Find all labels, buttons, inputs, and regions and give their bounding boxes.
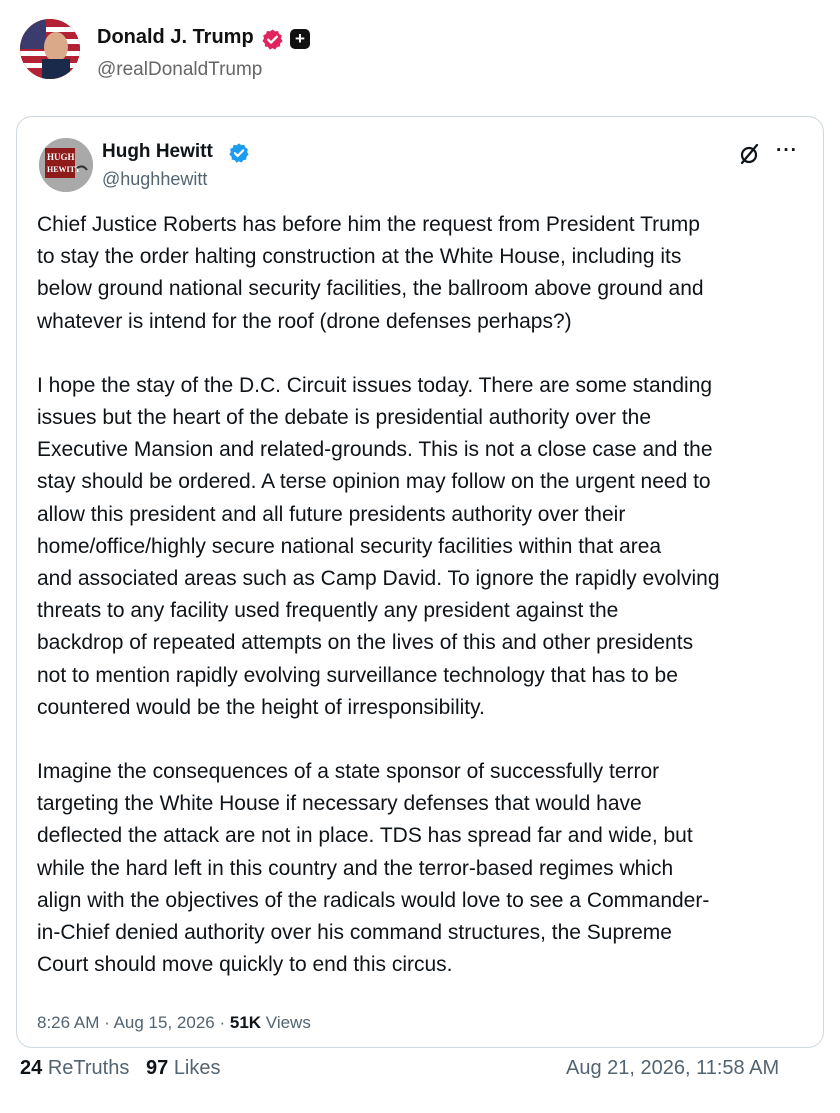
quoted-post-body bbox=[37, 209, 817, 1013]
post-paragraph: Imagine the consequences of a state sponsor of successfully terror targeting the White House if necessary defenses that would have deflected the attack are not in place. TDS has spread far and wide, but while the hard left in this country and the terror-based regimes which align with the objectives of the radicals would love to see a Commander- in-Chief denied authority over his command structures, the Supreme Court should move quickly to end this circus. bbox=[37, 760, 710, 977]
avatar-donald-trump[interactable] bbox=[20, 19, 80, 79]
slashed-circle-icon[interactable] bbox=[738, 142, 762, 166]
more-options-icon[interactable]: ··· bbox=[776, 140, 798, 161]
retruths-label: ReTruths bbox=[47, 1057, 130, 1079]
post-timestamp[interactable]: Aug 21, 2026, 11:58 AM bbox=[566, 1057, 780, 1079]
separator-dot: · bbox=[104, 1013, 110, 1032]
views-label: Views bbox=[265, 1013, 311, 1032]
svg-text:HUGH: HUGH bbox=[47, 152, 75, 162]
quoted-author-name[interactable]: Hugh Hewitt bbox=[102, 141, 213, 162]
verified-check-icon bbox=[228, 142, 250, 164]
quoted-author-handle[interactable]: @hughhewitt bbox=[102, 169, 208, 189]
likes-count: 97 bbox=[146, 1057, 169, 1079]
engagement-stats bbox=[20, 1057, 221, 1080]
retruths-count: 24 bbox=[20, 1057, 43, 1079]
svg-text:HEWITT: HEWITT bbox=[47, 165, 81, 174]
retruths-stat[interactable] bbox=[20, 1057, 129, 1079]
likes-label: Likes bbox=[173, 1057, 221, 1079]
post-paragraph: Chief Justice Roberts has before him the request from President Trump to stay the order halting construction at the White House, including its below ground national security facilities, the ballroom above ground and whatever is intend for the roof (drone defenses perhaps?) bbox=[37, 213, 704, 333]
author-handle[interactable]: @realDonaldTrump bbox=[97, 59, 263, 80]
post-metadata bbox=[37, 1013, 311, 1033]
author-name[interactable]: Donald J. Trump bbox=[97, 26, 254, 48]
post-date[interactable]: Aug 15, 2026 bbox=[113, 1013, 215, 1032]
post-time[interactable]: 8:26 AM bbox=[37, 1013, 100, 1032]
post-paragraph: I hope the stay of the D.C. Circuit issues today. There are some standing issues but the heart of the debate is presidential authority over the Executive Mansion and related-grounds. This is not a close case and the stay should be ordered. A terse opinion may follow on the urgent need to allow this president and all future presidents authority over their home/office/highly secure national security facilities within that area and associated areas such as Camp David. To ignore the rapidly evolving threats to any facility used frequently any president against the backdrop of repeated attempts on the lives of this and other presidents not to mention rapidly evolving surveillance technology that has to be countered would be the height of irresponsibility. bbox=[37, 373, 720, 719]
likes-stat[interactable] bbox=[146, 1057, 221, 1079]
avatar-hugh-hewitt[interactable] bbox=[39, 138, 93, 192]
verified-badge-icon bbox=[261, 28, 284, 51]
separator-dot: · bbox=[219, 1013, 226, 1032]
views-count: 51K bbox=[229, 1013, 262, 1032]
plus-badge-icon: + bbox=[290, 29, 310, 49]
